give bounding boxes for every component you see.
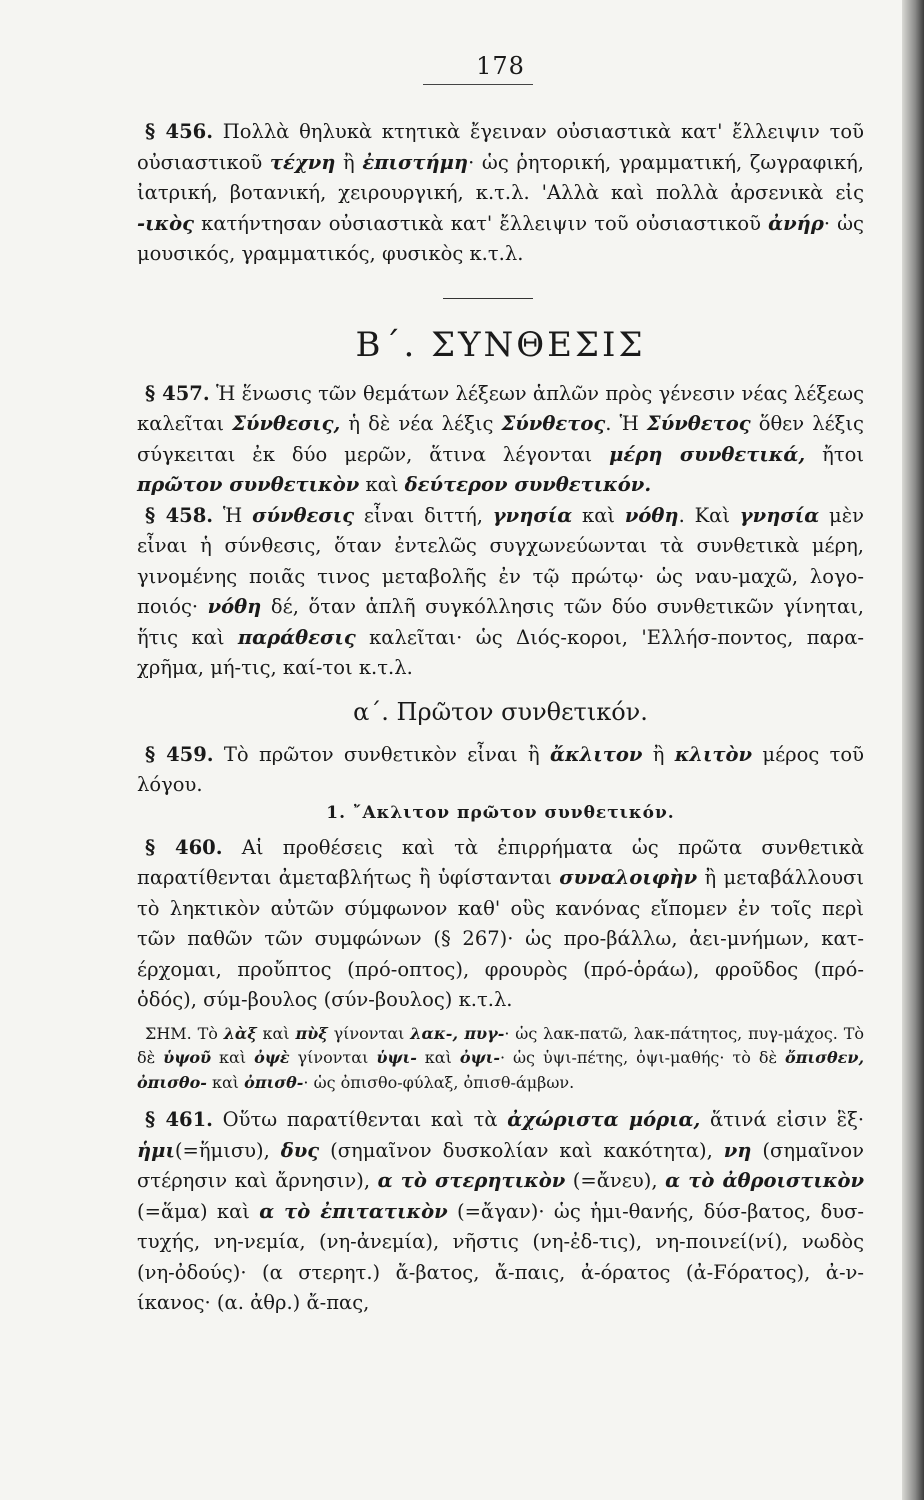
text: · ὡς ῥητορική, γραμματική, ζωγραφική, ἰατρική, βοτανική, χειρουργική, κ.τ.λ. 'Αλλὰ καὶ πολλὰ ἀρσενικὰ εἰς bbox=[137, 150, 864, 204]
section-divider bbox=[443, 298, 533, 299]
paragraph-458 bbox=[137, 501, 864, 684]
emphasis: νη bbox=[723, 1138, 752, 1162]
text: (=ἅμα) καὶ bbox=[137, 1199, 260, 1223]
emphasis: δυς bbox=[280, 1138, 320, 1162]
text: ἢ μεταβάλλουσι τὸ ληκτικὸν αὐτῶν σύμφωνον καθ' οὓς κανόνας εἴπομεν ἐν τοῖς περὶ τῶν παθῶν τῶν συμφώνων (§ 267)· ὡς προ-βάλλω, ἀει-μνήμων, κατ-έρχομαι, προὔπτος (πρό-οπτος), φρουρὸς (πρό-ὁράω), φροῦδος (πρό-ὁδός), σύμ-βουλος (σύν-βουλος) κ.τ.λ. bbox=[137, 866, 865, 1011]
emphasis: ἀνήρ bbox=[768, 211, 824, 235]
text: ἢ bbox=[642, 742, 675, 766]
page-number: 178 bbox=[476, 52, 525, 80]
subsubsection-heading: 1. ῎Ακλιτον πρῶτον συνθετικόν. bbox=[326, 802, 675, 823]
emphasis: ἄκλιτον bbox=[549, 742, 643, 766]
emphasis: λὰξ bbox=[223, 1023, 257, 1043]
text: ἅτινά εἰσιν ἓξ· bbox=[700, 1108, 865, 1131]
subsection-heading: α΄. Πρῶτον συνθετικόν. bbox=[353, 697, 648, 726]
text: καὶ bbox=[359, 473, 405, 496]
emphasis: γνησία bbox=[739, 503, 820, 527]
text: Τὸ bbox=[191, 1023, 224, 1043]
text: . Ἡ bbox=[605, 412, 647, 435]
text: (=ἥμισυ), bbox=[174, 1138, 281, 1162]
page-number-rule bbox=[423, 84, 533, 85]
text: Αἱ προθέσεις καὶ τὰ ἐπιρρήματα ὡς πρῶτα συνθετικὰ παρατίθενται ἀμεταβλήτως ἢ ὑφίστανται bbox=[137, 835, 864, 889]
emphasis: ἀχώριστα μόρια, bbox=[507, 1108, 701, 1131]
emphasis: σύνθεσις bbox=[252, 503, 355, 527]
emphasis: α τὸ ἀθροιστικὸν bbox=[665, 1169, 865, 1192]
emphasis: ἡμι bbox=[137, 1138, 175, 1162]
section-mark: § 458. bbox=[145, 503, 214, 527]
text: ἤτοι bbox=[805, 442, 865, 466]
text: · ὡς λακ-πατῶ, λακ-πάτητος, πυγ-μάχος. Τὸ δὲ bbox=[137, 1023, 864, 1067]
text: (=ἄνευ), bbox=[565, 1169, 666, 1192]
text: καὶ bbox=[211, 1048, 255, 1067]
emphasis: νόθη bbox=[207, 595, 262, 618]
emphasis: Σύνθετος bbox=[646, 412, 751, 435]
text: · ὡς ὀπισθο-φύλαξ, ὀπισθ-άμβων. bbox=[303, 1072, 575, 1092]
text: Πολλὰ θηλυκὰ κτητικὰ ἔγειναν οὐσιαστικὰ κατ' ἔλλειψιν τοῦ οὐσιαστικοῦ bbox=[137, 120, 864, 174]
text: (σημαῖνον στέρησιν καὶ ἄρνησιν), bbox=[137, 1138, 864, 1192]
text: · ὡς ὑψι-πέτης, ὀψι-μαθής· τὸ δὲ bbox=[499, 1048, 786, 1067]
text: Τὸ πρῶτον συνθετικὸν εἶναι ἢ bbox=[213, 742, 550, 766]
text: Οὕτω παρατίθενται καὶ τὰ bbox=[212, 1108, 508, 1131]
emphasis: τέχνη bbox=[269, 150, 336, 174]
text: ὅθεν λέξις σύγκειται ἐκ δύο μερῶν, ἅτινα λέγονται bbox=[137, 412, 864, 466]
text: . Καὶ bbox=[678, 503, 740, 527]
emphasis: πὺξ bbox=[295, 1023, 328, 1043]
emphasis: ἐπιστήμη bbox=[362, 150, 469, 174]
note-paragraph bbox=[137, 1022, 864, 1096]
emphasis: γνησία bbox=[492, 503, 573, 527]
text: μὲν εἶναι ἡ σύνθεσις, ὅταν ἐντελῶς συγχωνεύωνται τὰ συνθετικὰ μέρη, γινομένης ποιᾶς τινος μεταβολῆς ἐν τῷ πρώτῳ· ὡς ναυ-μαχῶ, λογο-ποιός· bbox=[137, 503, 865, 618]
text: εἶναι διττή, bbox=[354, 503, 493, 527]
section-mark: § 457. bbox=[145, 381, 210, 405]
emphasis: ὄπισθεν, ὀπισθο- bbox=[137, 1048, 865, 1092]
section-mark: § 460. bbox=[145, 835, 223, 859]
chapter-heading: Β΄. ΣΥΝΘΕΣΙΣ bbox=[355, 324, 646, 365]
emphasis: Σύνθετος bbox=[501, 412, 606, 435]
emphasis: α τὸ ἐπιτατικὸν bbox=[259, 1199, 448, 1223]
emphasis: ὑψοῦ bbox=[163, 1048, 212, 1067]
text: · ὡς μουσικός, γραμματικός, φυσικὸς κ.τ.λ. bbox=[137, 211, 864, 265]
text: δέ, ὅταν ἁπλῆ συγκόλλησις τῶν δύο συνθετικῶν γίνηται, ἥτις καὶ bbox=[137, 595, 865, 649]
emphasis: Σύνθεσις, bbox=[232, 412, 341, 435]
emphasis: ὑψι- bbox=[376, 1048, 417, 1067]
text: μέρος τοῦ λόγου. bbox=[137, 742, 864, 796]
emphasis: δεύτερον συνθετικόν. bbox=[404, 473, 652, 496]
paragraph-461 bbox=[137, 1105, 864, 1319]
text: κατήντησαν οὐσιαστικὰ κατ' ἔλλειψιν τοῦ οὐσιαστικοῦ bbox=[194, 211, 769, 235]
emphasis: συναλοιφὴν bbox=[559, 866, 698, 889]
text: (σημαῖνον δυσκολίαν καὶ κακότητα), bbox=[319, 1138, 724, 1162]
paragraph-456 bbox=[137, 117, 864, 270]
emphasis: λακ-, πυγ- bbox=[410, 1023, 505, 1043]
note-label: ΣΗΜ. bbox=[145, 1023, 192, 1043]
text: γίνονται bbox=[289, 1048, 377, 1067]
emphasis: νόθη bbox=[624, 503, 679, 527]
text: ἢ bbox=[335, 150, 363, 174]
emphasis: κλιτὸν bbox=[674, 742, 753, 766]
emphasis: ὀψι- bbox=[459, 1048, 500, 1067]
section-mark: § 461. bbox=[145, 1108, 213, 1131]
text: καὶ bbox=[256, 1023, 296, 1043]
emphasis: ὀπισθ- bbox=[244, 1072, 304, 1092]
text: καλεῖται· ὡς Διός-κοροι, 'Ελλήσ-ποντος, παρα-χρῆμα, μή-τις, καί-τοι κ.τ.λ. bbox=[137, 625, 864, 679]
text: (=ἄγαν)· ὡς ἡμι-θανής, δύσ-βατος, δυσ-τυχής, νη-νεμία, (νη-ἀνεμία), νῆστις (νη-ἐδ-τις), νη-ποινεί(νί), νωδὸς (νη-ὀδούς)· (α στερητ.) ἄ-βατος, ἄ-παις, ἀ-όρατος (ἀ-Fόρατος), ἀ-ν-ίκανος· (α. ἀθρ.) ἄ-πας, bbox=[137, 1199, 864, 1314]
paragraph-459 bbox=[137, 740, 864, 801]
text: Ἡ bbox=[213, 503, 253, 527]
text: γίνονται bbox=[327, 1023, 411, 1043]
text: καὶ bbox=[416, 1048, 460, 1067]
section-mark: § 459. bbox=[145, 742, 214, 766]
text: ἡ δὲ νέα λέξις bbox=[340, 412, 502, 435]
emphasis: πρῶτον συνθετικὸν bbox=[137, 473, 360, 496]
emphasis: μέρη συνθετικά, bbox=[609, 442, 806, 466]
page-edge-shadow bbox=[902, 0, 924, 1500]
emphasis: παράθεσις bbox=[237, 625, 356, 649]
emphasis: -ικὸς bbox=[137, 211, 195, 235]
paragraph-457 bbox=[137, 379, 864, 501]
text: Ἡ ἕνωσις τῶν θεμάτων λέξεων ἁπλῶν πρὸς γένεσιν νέας λέξεως καλεῖται bbox=[137, 381, 864, 435]
emphasis: α τὸ στερητικὸν bbox=[377, 1169, 566, 1192]
text: καὶ bbox=[572, 503, 625, 527]
emphasis: ὀψὲ bbox=[254, 1048, 290, 1067]
section-mark: § 456. bbox=[145, 120, 213, 143]
text: καὶ bbox=[206, 1072, 245, 1092]
paragraph-460 bbox=[137, 833, 864, 1016]
